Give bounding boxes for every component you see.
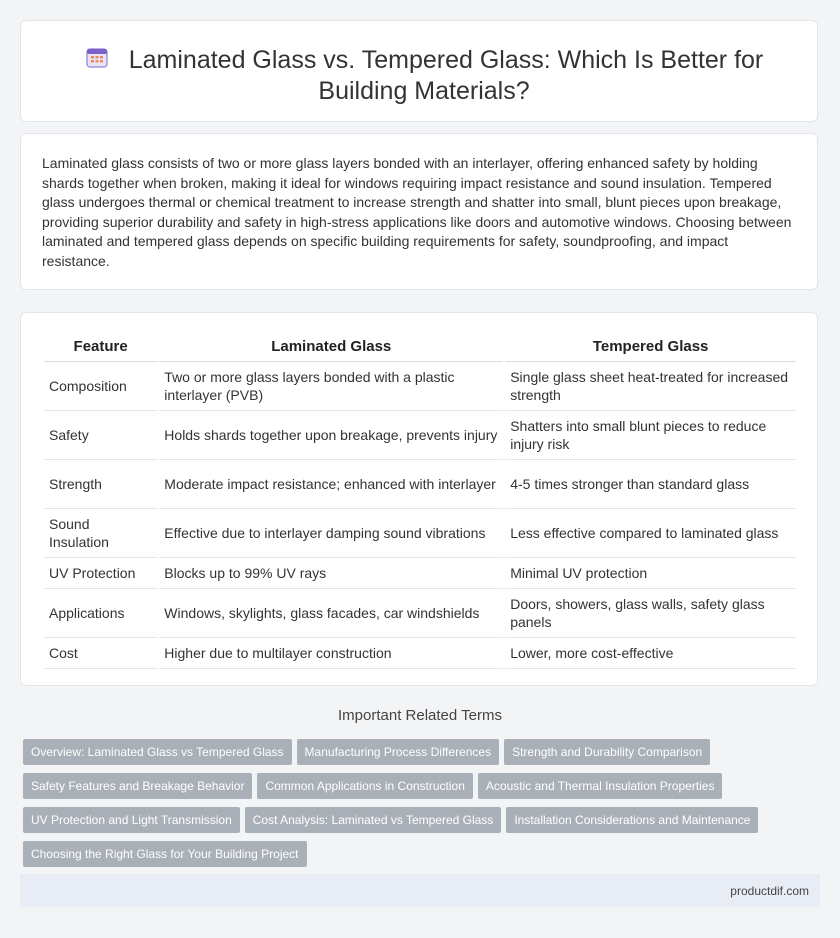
related-tag[interactable]: Installation Considerations and Maintenance	[506, 807, 758, 833]
laminated-cell: Effective due to interlayer damping sound vibrations	[159, 509, 503, 558]
table-row	[44, 509, 796, 558]
footer	[20, 874, 820, 907]
header-feature: Feature	[44, 333, 157, 362]
header-tempered: Tempered Glass	[505, 333, 796, 362]
header-laminated: Laminated Glass	[159, 333, 503, 362]
comparison-table	[42, 333, 798, 669]
feature-cell: Composition	[44, 362, 157, 411]
laminated-cell: Blocks up to 99% UV rays	[159, 558, 503, 589]
related-tag[interactable]: Overview: Laminated Glass vs Tempered Glass	[23, 739, 292, 765]
related-tag[interactable]: Common Applications in Construction	[257, 773, 472, 799]
comparison-card	[20, 312, 818, 686]
related-terms-title: Important Related Terms	[338, 707, 502, 724]
laminated-cell: Two or more glass layers bonded with a plastic interlayer (PVB)	[159, 362, 503, 411]
related-tag[interactable]: Acoustic and Thermal Insulation Properties	[478, 773, 723, 799]
tempered-cell: Shatters into small blunt pieces to reduce injury risk	[505, 411, 796, 460]
laminated-cell: Moderate impact resistance; enhanced with interlayer	[159, 460, 503, 509]
laminated-cell: Higher due to multilayer construction	[159, 638, 503, 669]
related-terms-list	[23, 739, 783, 875]
tempered-cell: Doors, showers, glass walls, safety glass panels	[505, 589, 796, 638]
related-tag[interactable]: Choosing the Right Glass for Your Building Project	[23, 841, 307, 867]
table-row	[44, 589, 796, 638]
related-tag[interactable]: Cost Analysis: Laminated vs Tempered Glass	[245, 807, 502, 833]
table-row	[44, 558, 796, 589]
calendar-icon	[85, 45, 109, 69]
page-title-wrap	[51, 45, 797, 107]
feature-cell: Cost	[44, 638, 157, 669]
tempered-cell: 4-5 times stronger than standard glass	[505, 460, 796, 509]
page-title: Laminated Glass vs. Tempered Glass: Which Is Better for Building Materials?	[128, 46, 764, 105]
laminated-cell: Holds shards together upon breakage, prevents injury	[159, 411, 503, 460]
table-row	[44, 411, 796, 460]
tempered-cell: Minimal UV protection	[505, 558, 796, 589]
footer-site[interactable]: productdif.com	[730, 884, 809, 898]
table-row	[44, 460, 796, 509]
tempered-cell: Lower, more cost-effective	[505, 638, 796, 669]
intro-paragraph: Laminated glass consists of two or more glass layers bonded with an interlayer, offering enhanced safety by holding shards together when broken, making it ideal for windows requiring impact resistance and sound insulation. Tempered glass undergoes thermal or chemical treatment to increase strength and shatter into small, blunt pieces upon breakage, providing superior durability and safety in high-stress applications like doors and automotive windows. Choosing between laminated and tempered glass depends on specific building requirements for safety, soundproofing, and impact resistance.	[42, 155, 792, 269]
related-tag[interactable]: Safety Features and Breakage Behavior	[23, 773, 252, 799]
feature-cell: UV Protection	[44, 558, 157, 589]
tempered-cell: Single glass sheet heat-treated for increased strength	[505, 362, 796, 411]
feature-cell: Strength	[44, 460, 157, 509]
header-card	[20, 20, 818, 122]
laminated-cell: Windows, skylights, glass facades, car windshields	[159, 589, 503, 638]
table-row	[44, 638, 796, 669]
related-tag[interactable]: Manufacturing Process Differences	[297, 739, 500, 765]
feature-cell: Applications	[44, 589, 157, 638]
table-row	[44, 362, 796, 411]
related-tag[interactable]: UV Protection and Light Transmission	[23, 807, 240, 833]
tempered-cell: Less effective compared to laminated glass	[505, 509, 796, 558]
feature-cell: Sound Insulation	[44, 509, 157, 558]
feature-cell: Safety	[44, 411, 157, 460]
intro-card	[20, 133, 818, 290]
related-tag[interactable]: Strength and Durability Comparison	[504, 739, 710, 765]
